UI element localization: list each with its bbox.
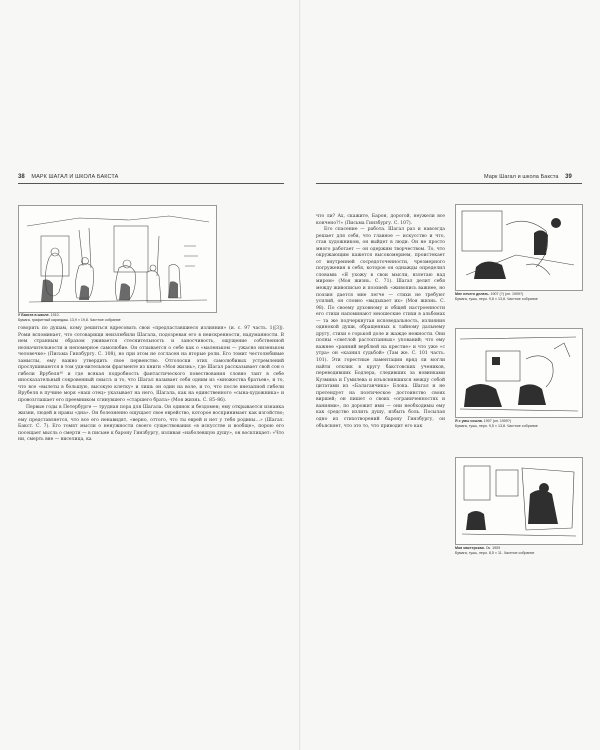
sketch-drawing xyxy=(456,205,582,290)
right-paragraph: Его спасение — работа. Шагал раз и навсегда решает для себя, что главное — искусство и что, став художником, он выйдет в люди. Он не просто много работает — он одержим творчеством. То, что окружающим кажется высокомерием, проистекает от внутренней сосредоточенности, чрезмерного погружения в себя, которое он однажды определил словами: «Я ухожу в свои мысли, взлетаю над миром» (Моя жизнь. С. 71). Шагал делит себя между живописью и поэзией: «живопись важнее, но поэзия дается мне легче — стихи не требуют усилий, он словно «выдыхает их» (Моя жизнь. С. 98). По своему духовному и общей настроенности его стихи напоминают юношеские стихи в альбомах — та же подчеркнутая исповедальность, излияния одинокой души, обращенных к тайному дальнему другу, стихи о горькой доле и жажде нежности. Они полны «светлой растоптанных» упований; что ему важнее «ранний верблюй на крестие» и что уже «с утра» он «казнил судьбой» (Там же. С. 101 часть. 101). Эти горестные ламентации вряд ли могли найти отклик в кругу бакстовских учеников, переводивших Бодлера, следивших за новинками Кузмина и Гумилева и изъяснявшихся между собой цитатами из «Балаганчика» Блока. Шагал и не претендует на поэтическое достоинство своих виршей; он пишет о своих «ограниченностях и ваниями», по дорожит ими — они необходимы ему как средство излить душу, избыть боль. Посылая одно из стихотворений барону Гинзбургу, он объясняет, что это то, что приводит его как xyxy=(316,227,445,429)
right-text-column xyxy=(316,214,445,584)
figure-3-date: Ок. 1909 xyxy=(485,546,501,550)
gutter xyxy=(299,0,301,750)
figure-lost-my-mind-caption xyxy=(455,419,538,429)
left-running-head xyxy=(18,174,118,180)
figure-2-date: 1907 (он. 1909?) xyxy=(483,419,512,423)
right-running-head-title: Марк Шагал и школа Бакста xyxy=(484,174,559,180)
figure-lost-my-mind xyxy=(455,328,583,418)
right-paragraph: что ли? Ах, скажите, Барон, дорогой, неужели все кончено?!» (Письма Гинзбургу. С. 107). xyxy=(316,214,445,226)
figure-nothing-to-do xyxy=(455,204,583,291)
left-paragraph: Первые годы в Петербурге — трудная пора для Шагала. Он одинок и бездомен; ему открывается изнанка жизни, людей и нравы «дна». Он болезненно ощущает свое еврейство, которое воспринимает как изгойство; ему представляется, что все его ненавидят, «верно, оттого, что ты еврей и нет у тебя родины…» (Шагал. Бакст. С. 7). Его томят мысли о ненужности своего существования «в искусстве и вообще», порою его посещает мысль о смерти — в письме к барону Гинзбургу, изливая «наболевшую душу», он восклицает: «Что ни, смерть вне — виселица, ка xyxy=(18,404,284,443)
left-text-column xyxy=(18,326,284,726)
figure-bakst-school-sketch xyxy=(18,205,217,313)
figure-my-studio-caption xyxy=(455,546,534,556)
sketch-drawing xyxy=(456,329,582,417)
left-running-head-title: МАРК ШАГАЛ И ШКОЛА БАКСТА xyxy=(31,174,119,180)
figure-3-title: Моя мастерская. xyxy=(455,546,485,550)
figure-1-medium: Бумага, тушь, перо. 9,8 × 13,8. Частное собрание xyxy=(455,297,538,301)
right-running-head xyxy=(484,174,572,180)
figure-1-date: 1907 (?) (он. 1909?) xyxy=(490,292,524,296)
figure-bakst-medium: Бумага, графитный карандаш. 13,9 × 19,8. Частное собрание xyxy=(18,318,121,322)
figure-3-medium: Бумага, тушь, перо. 8,5 × 11. Частное собрание xyxy=(455,551,535,555)
right-page-number: 39 xyxy=(565,174,572,180)
left-paragraph: говорить по душам, кому решиться вдресовать свои «предластавшиеся излияния» (и. с. 97 часть. 1)[3]). Роми вспоминает, что сотоварищи неизлюбили Шагала, подозревая его в неискренности, надуманности. В нем странным образом уживается стеснительность и заносчивость, ощущение собственной незначительности и непомерное самолюбие. Он отзывается о себе как о «маленьком — ужасно низеньком человечке» (Письма Гинзбургу. С. 108), но при этом не согласен на вторые роли. Его томит честолюбивые замыслы, ему важно утвердить свое первенство. Отголоски этих самолюбивых устремлений прослушиваются в том уди-вительном фрагменте из книги «Моя жизнь», где Шагал рассказывает свой сон о гибели Врубеля¹⁰ и где всякая подробность фантастического повествования словно таит в себе иносказательный сокровенный смысл: и то, что Шагал называет себя одним из «множества братьев», и то, что все «вылеты в большую, высокую клетку» и лишь он один на воле, и то, что после внезапной гибели Врубеля в пучине моря «наш отец» указывает на него, Шагала, как на единственного «сына-художника» и провозглашает его преемником сгинувшего «старшего брата» (Моя жизнь. С. 85–86). xyxy=(18,326,284,404)
figure-nothing-to-do-caption xyxy=(455,292,538,302)
left-page-number: 38 xyxy=(18,174,25,180)
sketch-drawing xyxy=(19,206,216,312)
sketch-drawing xyxy=(456,458,582,544)
figure-bakst-date: 1910. xyxy=(50,313,60,317)
left-header-rule xyxy=(18,183,284,184)
figure-2-title: Я с умы сошла. xyxy=(455,419,483,423)
figure-my-studio xyxy=(455,457,583,545)
figure-bakst-caption xyxy=(18,313,121,323)
figure-2-medium: Бумага, тушь, перо. 9,5 × 13,8. Частное собрание xyxy=(455,424,538,428)
figure-1-title: Мне нечего делать. xyxy=(455,292,490,296)
right-header-rule xyxy=(316,183,582,184)
figure-bakst-title: У Бакста в школе. xyxy=(18,313,50,317)
